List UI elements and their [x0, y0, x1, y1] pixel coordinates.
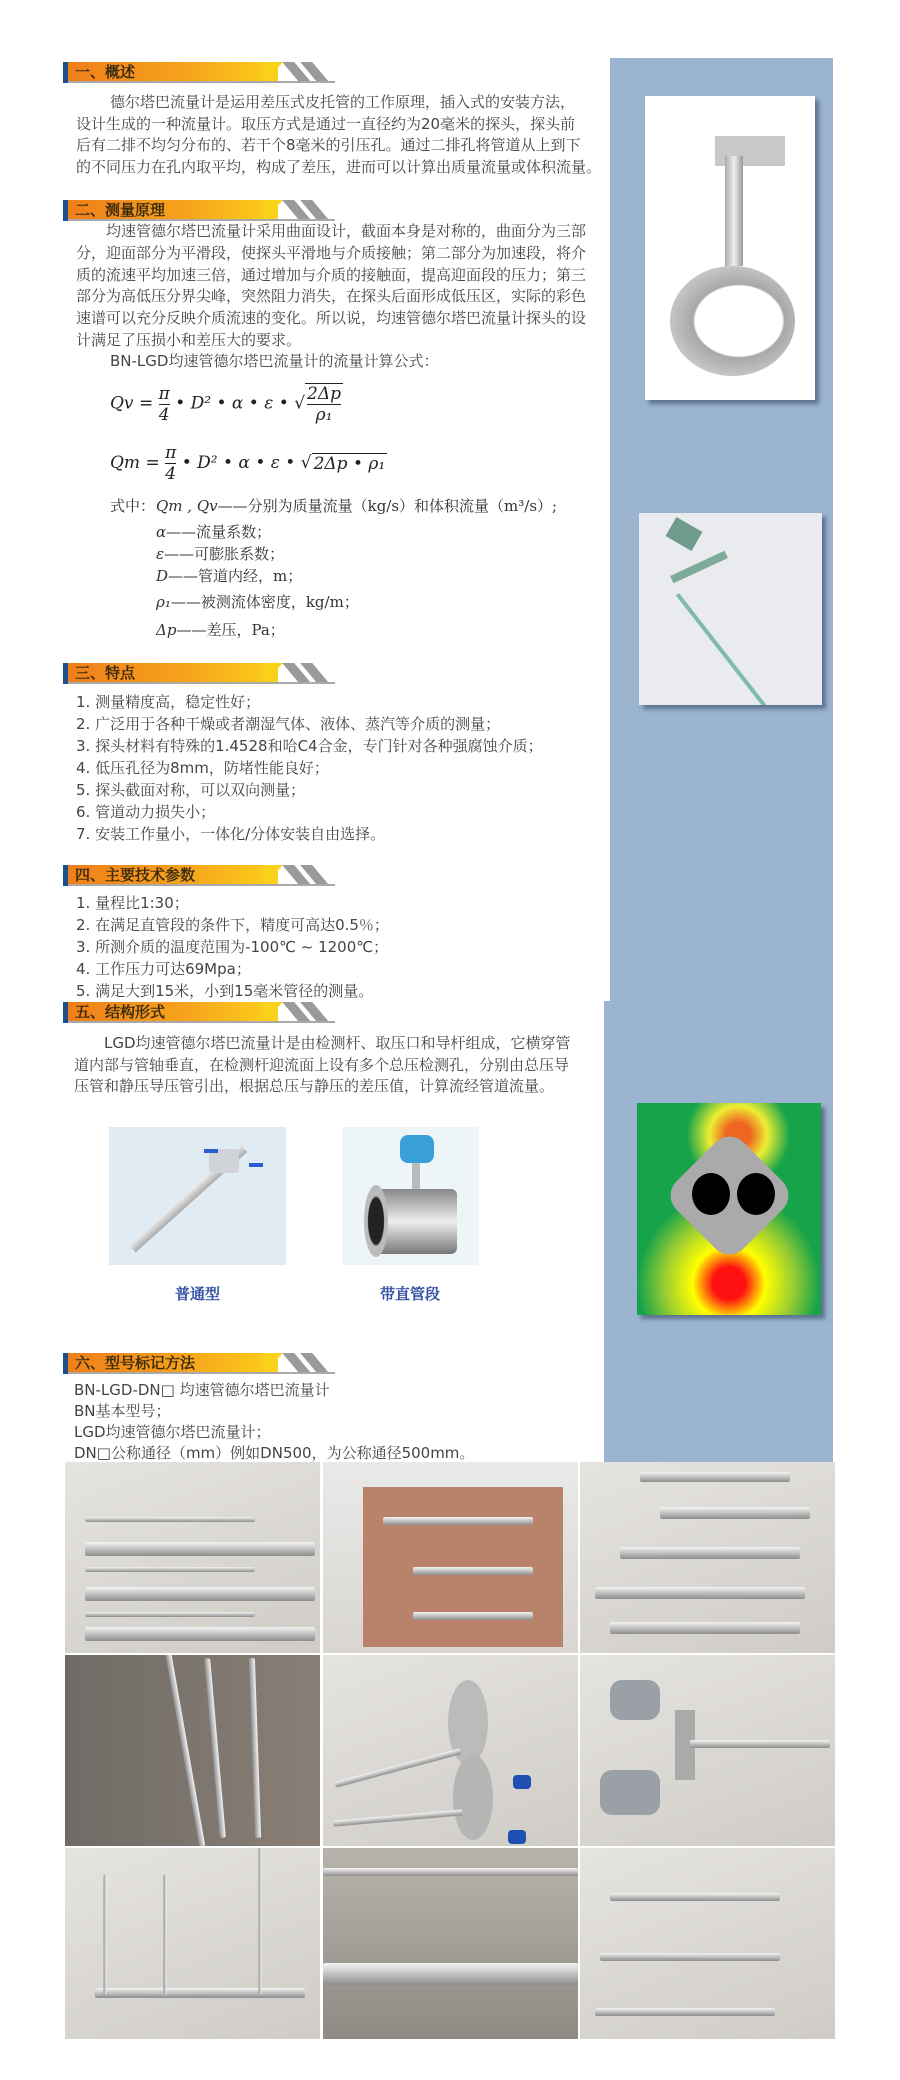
param-item: 4. 工作压力可达69Mpa； — [76, 960, 251, 978]
overview-line: 德尔塔巴流量计是运用差压式皮托管的工作原理，插入式的安装方法， — [110, 93, 576, 111]
legend-item: ρ₁——被测流体密度，kg/m； — [156, 593, 359, 611]
principle-line: 速谱可以充分反映介质流速的变化。所以说，均速管德尔塔巴流量计探头的设 — [76, 309, 587, 327]
section-title: 五、结构形式 — [75, 1003, 166, 1021]
param-item: 3. 所测介质的温度范围为-100℃ ~ 1200℃； — [76, 938, 389, 956]
product-photo-5 — [323, 1655, 578, 1846]
model-code-line: BN-LGD-DN□ 均速管德尔塔巴流量计 — [74, 1381, 330, 1399]
feature-item: 3. 探头材料有特殊的1.4528和哈C4合金，专门针对各种强腐蚀介质； — [76, 737, 543, 755]
caption-standard-type: 普通型 — [175, 1285, 221, 1303]
section-title: 三、特点 — [75, 664, 136, 682]
section-header-structure — [63, 1002, 335, 1023]
param-item: 1. 量程比1:30； — [76, 894, 189, 912]
principle-line: 分，迎面部分为平滑段，使探头平滑地与介质接触；第二部分为加速段，将介 — [76, 244, 587, 262]
feature-item: 6. 管道动力损失小； — [76, 803, 216, 821]
legend-item: Qm , Qv——分别为质量流量（kg/s）和体积流量（m³/s）; — [156, 497, 558, 515]
product-photo-3 — [580, 1462, 835, 1653]
legend-item: α——流量系数； — [156, 523, 272, 541]
feature-item: 4. 低压孔径为8mm，防堵性能良好； — [76, 759, 329, 777]
param-item: 5. 满足大到15米，小到15毫米管径的测量。 — [76, 982, 374, 1000]
feature-item: 5. 探头截面对称，可以双向测量； — [76, 781, 306, 799]
standard-type-photo — [109, 1127, 286, 1265]
model-code-line: DN□公称通径（mm）例如DN500，为公称通径500mm。 — [74, 1444, 475, 1462]
product-photo-2 — [323, 1462, 578, 1653]
legend-item: Δp——差压，Pa； — [156, 621, 285, 639]
section-header-overview — [63, 62, 335, 83]
caption-with-pipe-section: 带直管段 — [380, 1285, 441, 1303]
legend-intro: 式中： — [110, 497, 156, 515]
section-header-model-code — [63, 1353, 335, 1374]
section-header-features — [63, 663, 335, 684]
flow-simulation-image — [637, 1103, 821, 1315]
product-photo-8 — [323, 1848, 578, 2039]
section-title: 一、概述 — [75, 63, 136, 81]
formula-qv: Qv = $\frac{\pi}{4}$ • D² • α • ε • √ $\frac{2\Delta p}{\text{ρ₁}}$ — [110, 383, 342, 425]
product-photo-9 — [580, 1848, 835, 2039]
insertion-probe-photo — [639, 513, 822, 705]
structure-line: 压管和静压导压管引出，根据总压与静压的差压值，计算流经管道流量。 — [74, 1077, 555, 1095]
feature-item: 7. 安装工作量小，一体化/分体安装自由选择。 — [76, 825, 386, 843]
principle-line: 部分为高低压分界尖峰，突然阻力消失，在探头后面形成低压区，实际的彩色 — [76, 287, 587, 305]
principle-line: 质的流速平均加速三倍，通过增加与介质的接触面，提高迎面段的压力；第三 — [76, 266, 587, 284]
probe-with-pipe-photo — [645, 96, 815, 400]
legend-item: ε——可膨胀系数； — [156, 545, 285, 563]
overview-line: 设计生成的一种流量计。取压方式是通过一直径约为20毫米的探头，探头前 — [76, 115, 576, 133]
legend-item: D——管道内经，m； — [156, 567, 303, 585]
with-pipe-section-photo — [342, 1127, 479, 1265]
principle-line: 均速管德尔塔巴流量计采用曲面设计，截面本身是对称的，曲面分为三部 — [106, 222, 587, 240]
section-title: 六、型号标记方法 — [75, 1354, 196, 1372]
section-header-principle — [63, 200, 335, 221]
formula-qm: Qm = $\frac{\pi}{4}$ • D² • α • ε • √ 2Δp • ρ₁ — [110, 443, 386, 484]
overview-line: 后有二排不均匀分布的、若干个8毫米的引压孔。通过二排孔将管道从上到下 — [76, 136, 581, 154]
product-photo-7 — [65, 1848, 320, 2039]
product-photo-6 — [580, 1655, 835, 1846]
structure-line: LGD均速管德尔塔巴流量计是由检测杆、取压口和导杆组成，它横穿管 — [104, 1034, 571, 1052]
principle-line: 计满足了压损小和差压大的要求。 — [76, 331, 302, 349]
model-code-line: LGD均速管德尔塔巴流量计； — [74, 1423, 271, 1441]
section-title: 四、主要技术参数 — [75, 866, 196, 884]
product-photo-1 — [65, 1462, 320, 1653]
section-title: 二、测量原理 — [75, 201, 166, 219]
product-photo-4 — [65, 1655, 320, 1846]
section-header-tech-params — [63, 865, 335, 886]
feature-item: 2. 广泛用于各种干燥或者潮湿气体、液体、蒸汽等介质的测量； — [76, 715, 501, 733]
principle-line: BN-LGD均速管德尔塔巴流量计的流量计算公式： — [110, 352, 439, 370]
overview-line: 的不同压力在孔内取平均，构成了差压，进而可以计算出质量流量或体积流量。 — [76, 158, 602, 176]
feature-item: 1. 测量精度高，稳定性好； — [76, 693, 261, 711]
model-code-line: BN基本型号； — [74, 1402, 171, 1420]
param-item: 2. 在满足直管段的条件下，精度可高达0.5％； — [76, 916, 389, 934]
structure-line: 道内部与管轴垂直，在检测杆迎流面上设有多个总压检测孔，分别由总压导 — [74, 1056, 570, 1074]
